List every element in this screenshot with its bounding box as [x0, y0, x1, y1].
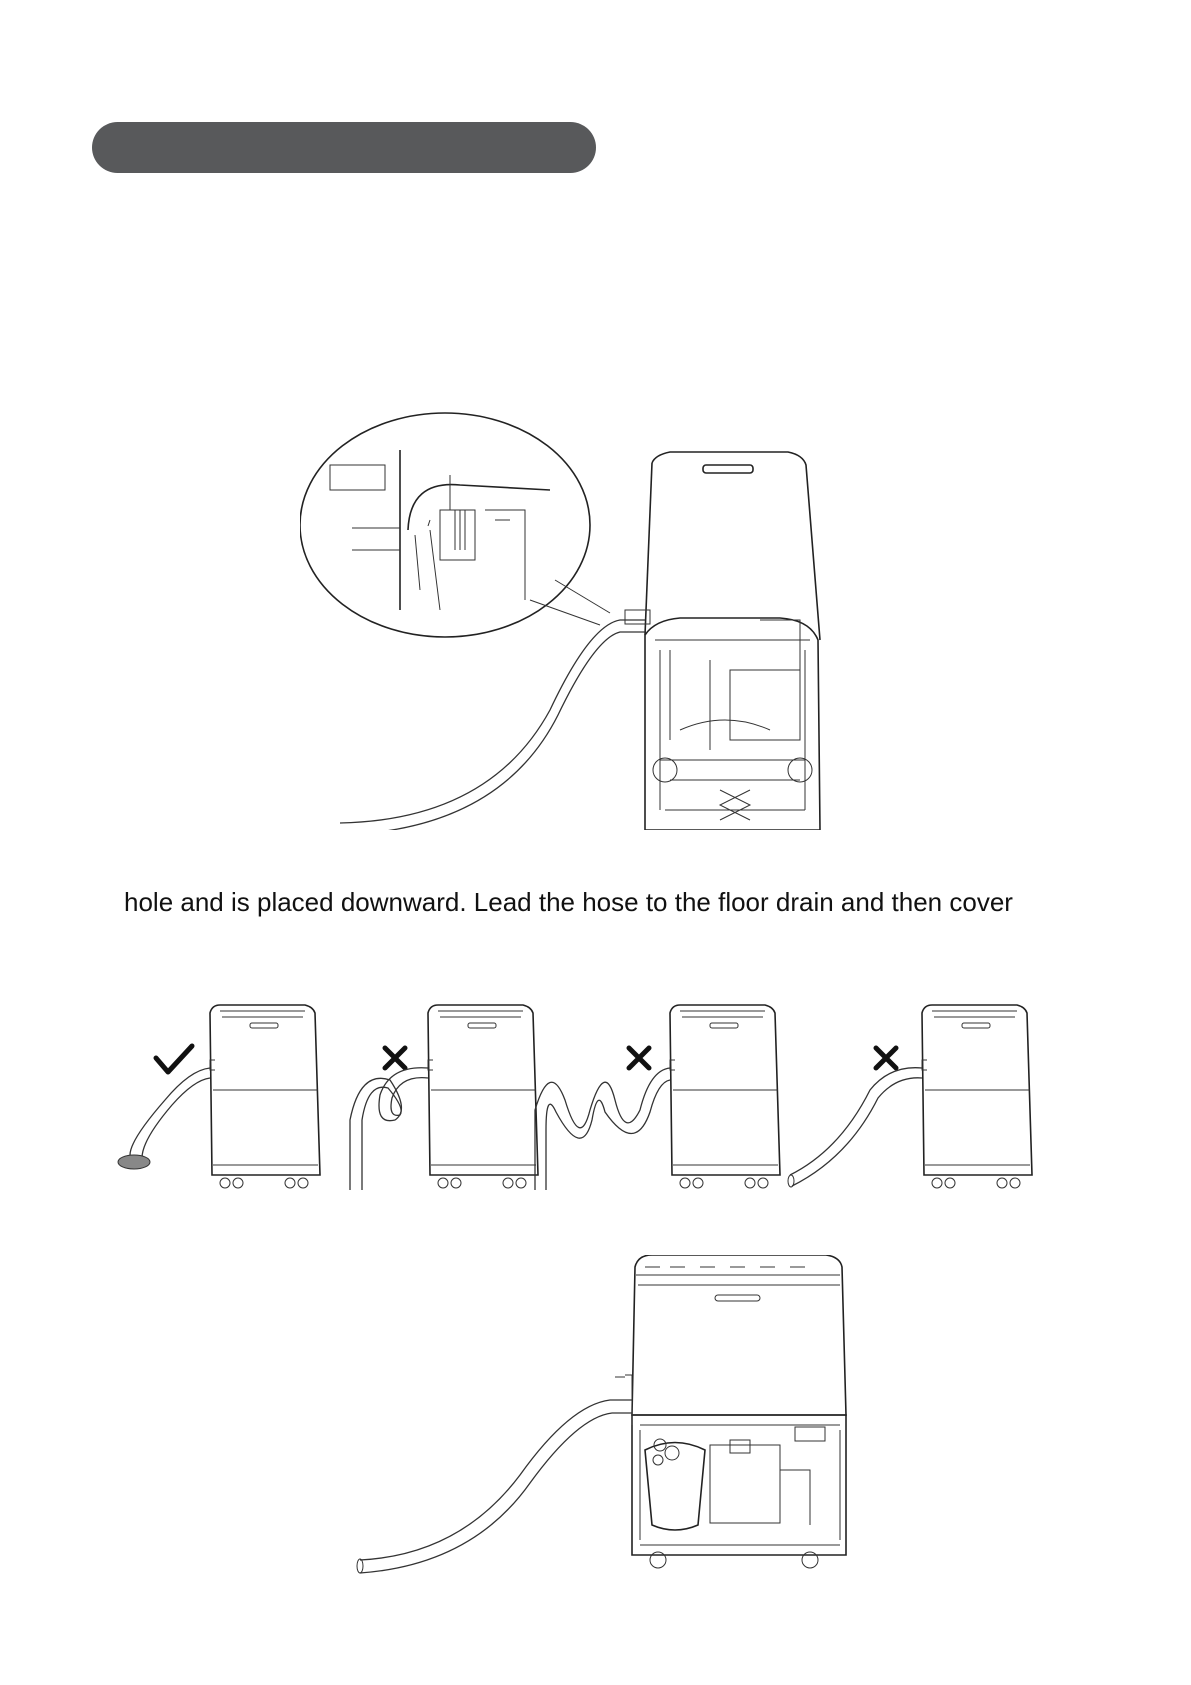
example-incorrect-raised-end: [788, 1005, 1032, 1188]
hose-routing-examples-illustration: [110, 1000, 1090, 1200]
drain-hose: [340, 632, 645, 830]
cross-icon: [876, 1048, 896, 1068]
dehumidifier-base-open: [632, 1415, 846, 1555]
detail-zoom-circle: [300, 413, 590, 637]
water-bucket-icon: [645, 1443, 705, 1531]
example-incorrect-wavy: [535, 1005, 780, 1190]
checkmark-icon: [156, 1046, 192, 1072]
dehumidifier-top-cover: [652, 452, 820, 640]
hose-with-water-tank-illustration: [340, 1255, 860, 1585]
example-incorrect-looped: [350, 1005, 538, 1190]
dehumidifier-top-cover: [632, 1255, 846, 1415]
drain-hose: [360, 1413, 632, 1573]
drain-hose: [340, 620, 645, 823]
cross-icon: [385, 1048, 405, 1068]
floor-drain: [118, 1155, 150, 1169]
example-correct: [118, 1005, 320, 1188]
drain-hose: [360, 1400, 632, 1560]
cross-icon: [629, 1048, 649, 1068]
drain-hose-back-view-illustration: [300, 410, 900, 830]
instruction-text: hole and is placed downward. Lead the hose to the floor drain and then cover: [124, 887, 1013, 917]
section-header-bar: [92, 122, 596, 173]
